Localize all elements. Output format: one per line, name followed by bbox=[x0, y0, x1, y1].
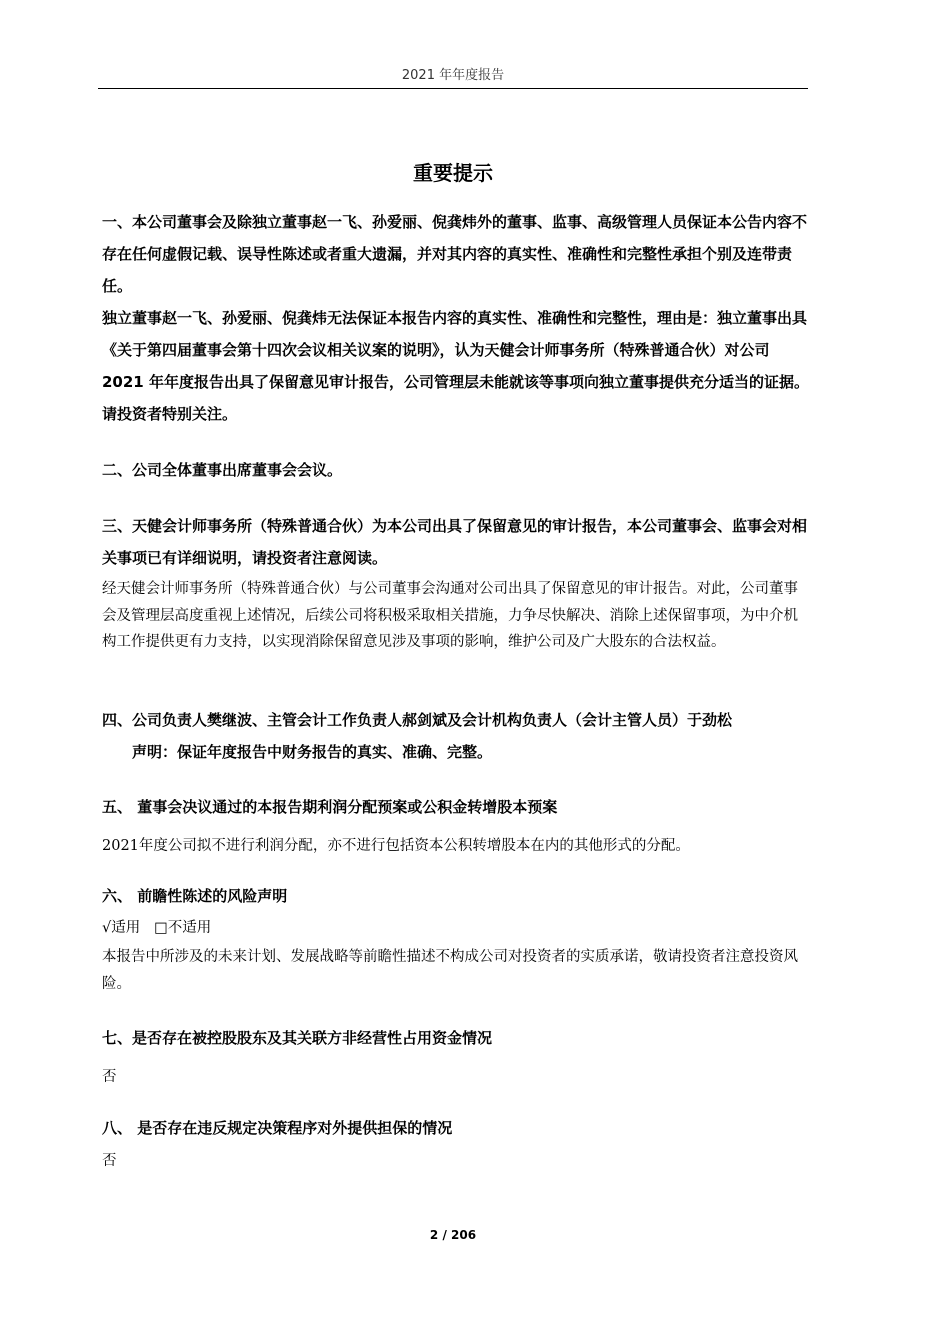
applicable-checked: √适用 bbox=[102, 920, 141, 936]
section-5-heading: 五、 董事会决议通过的本报告期利润分配预案或公积金转增股本预案 bbox=[102, 798, 558, 816]
section-4-line-1: 四、公司负责人樊继波、主管会计工作负责人郝剑斌及会计机构负责人（会计主管人员）于劲松 bbox=[102, 711, 733, 729]
section-3-body: 经天健会计师事务所（特殊普通合伙）与公司董事会沟通对公司出具了保留意见的审计报告。对此，公司董事会及管理层高度重视上述情况，后续公司将积极采取相关措施，力争尽快解决、消除上述保留事项，为中介机构工作提供更有力支持，以实现消除保留意见涉及事项的影响，维护公司及广大股东的合法权益。 bbox=[102, 581, 798, 650]
section-3-heading: 三、天健会计师事务所（特殊普通合伙）为本公司出具了保留意见的审计报告，本公司董事会、监事会对相关事项已有详细说明，请投资者注意阅读。 bbox=[102, 517, 808, 567]
section-2: 二、公司全体董事出席董事会会议。 bbox=[102, 461, 343, 479]
section-7-heading: 七、是否存在被控股股东及其关联方非经营性占用资金情况 bbox=[102, 1029, 493, 1047]
section-4-line-2: 声明：保证年度报告中财务报告的真实、准确、完整。 bbox=[132, 743, 493, 761]
section-1-para-2: 独立董事赵一飞、孙爱丽、倪龚炜无法保证本报告内容的真实性、准确性和完整性，理由是：独立董事出具《关于第四届董事会第十四次会议相关议案的说明》，认为天健会计师事务所（特殊普通合伙）对公司 2021 年年度报告出具了保留意见审计报告，公司管理层未能就该等事项向独立董事提供充分适当的证据。请投资者特别关注。 bbox=[102, 309, 809, 423]
section-5-body: 2021年度公司拟不进行利润分配，亦不进行包括资本公积转增股本在内的其他形式的分配。 bbox=[102, 838, 690, 854]
section-6-heading: 六、 前瞻性陈述的风险声明 bbox=[102, 887, 288, 905]
section-1-para-1: 一、本公司董事会及除独立董事赵一飞、孙爱丽、倪龚炜外的董事、监事、高级管理人员保证本公告内容不存在任何虚假记载、误导性陈述或者重大遗漏，并对其内容的真实性、准确性和完整性承担个别及连带责任。 bbox=[102, 213, 808, 295]
section-6-body: 本报告中所涉及的未来计划、发展战略等前瞻性描述不构成公司对投资者的实质承诺，敬请投资者注意投资风险。 bbox=[102, 949, 798, 992]
applicability-row bbox=[102, 916, 211, 940]
section-8-heading: 八、 是否存在违反规定决策程序对外提供担保的情况 bbox=[102, 1119, 453, 1137]
not-applicable-unchecked: □不适用 bbox=[154, 920, 212, 936]
header-rule bbox=[98, 88, 808, 89]
page-number: 2 / 206 bbox=[429, 1228, 477, 1242]
page-title: 重要提示 bbox=[413, 161, 493, 185]
section-7-answer: 否 bbox=[102, 1069, 117, 1085]
running-header: 2021 年年度报告 bbox=[401, 68, 505, 83]
section-8-answer: 否 bbox=[102, 1153, 117, 1169]
